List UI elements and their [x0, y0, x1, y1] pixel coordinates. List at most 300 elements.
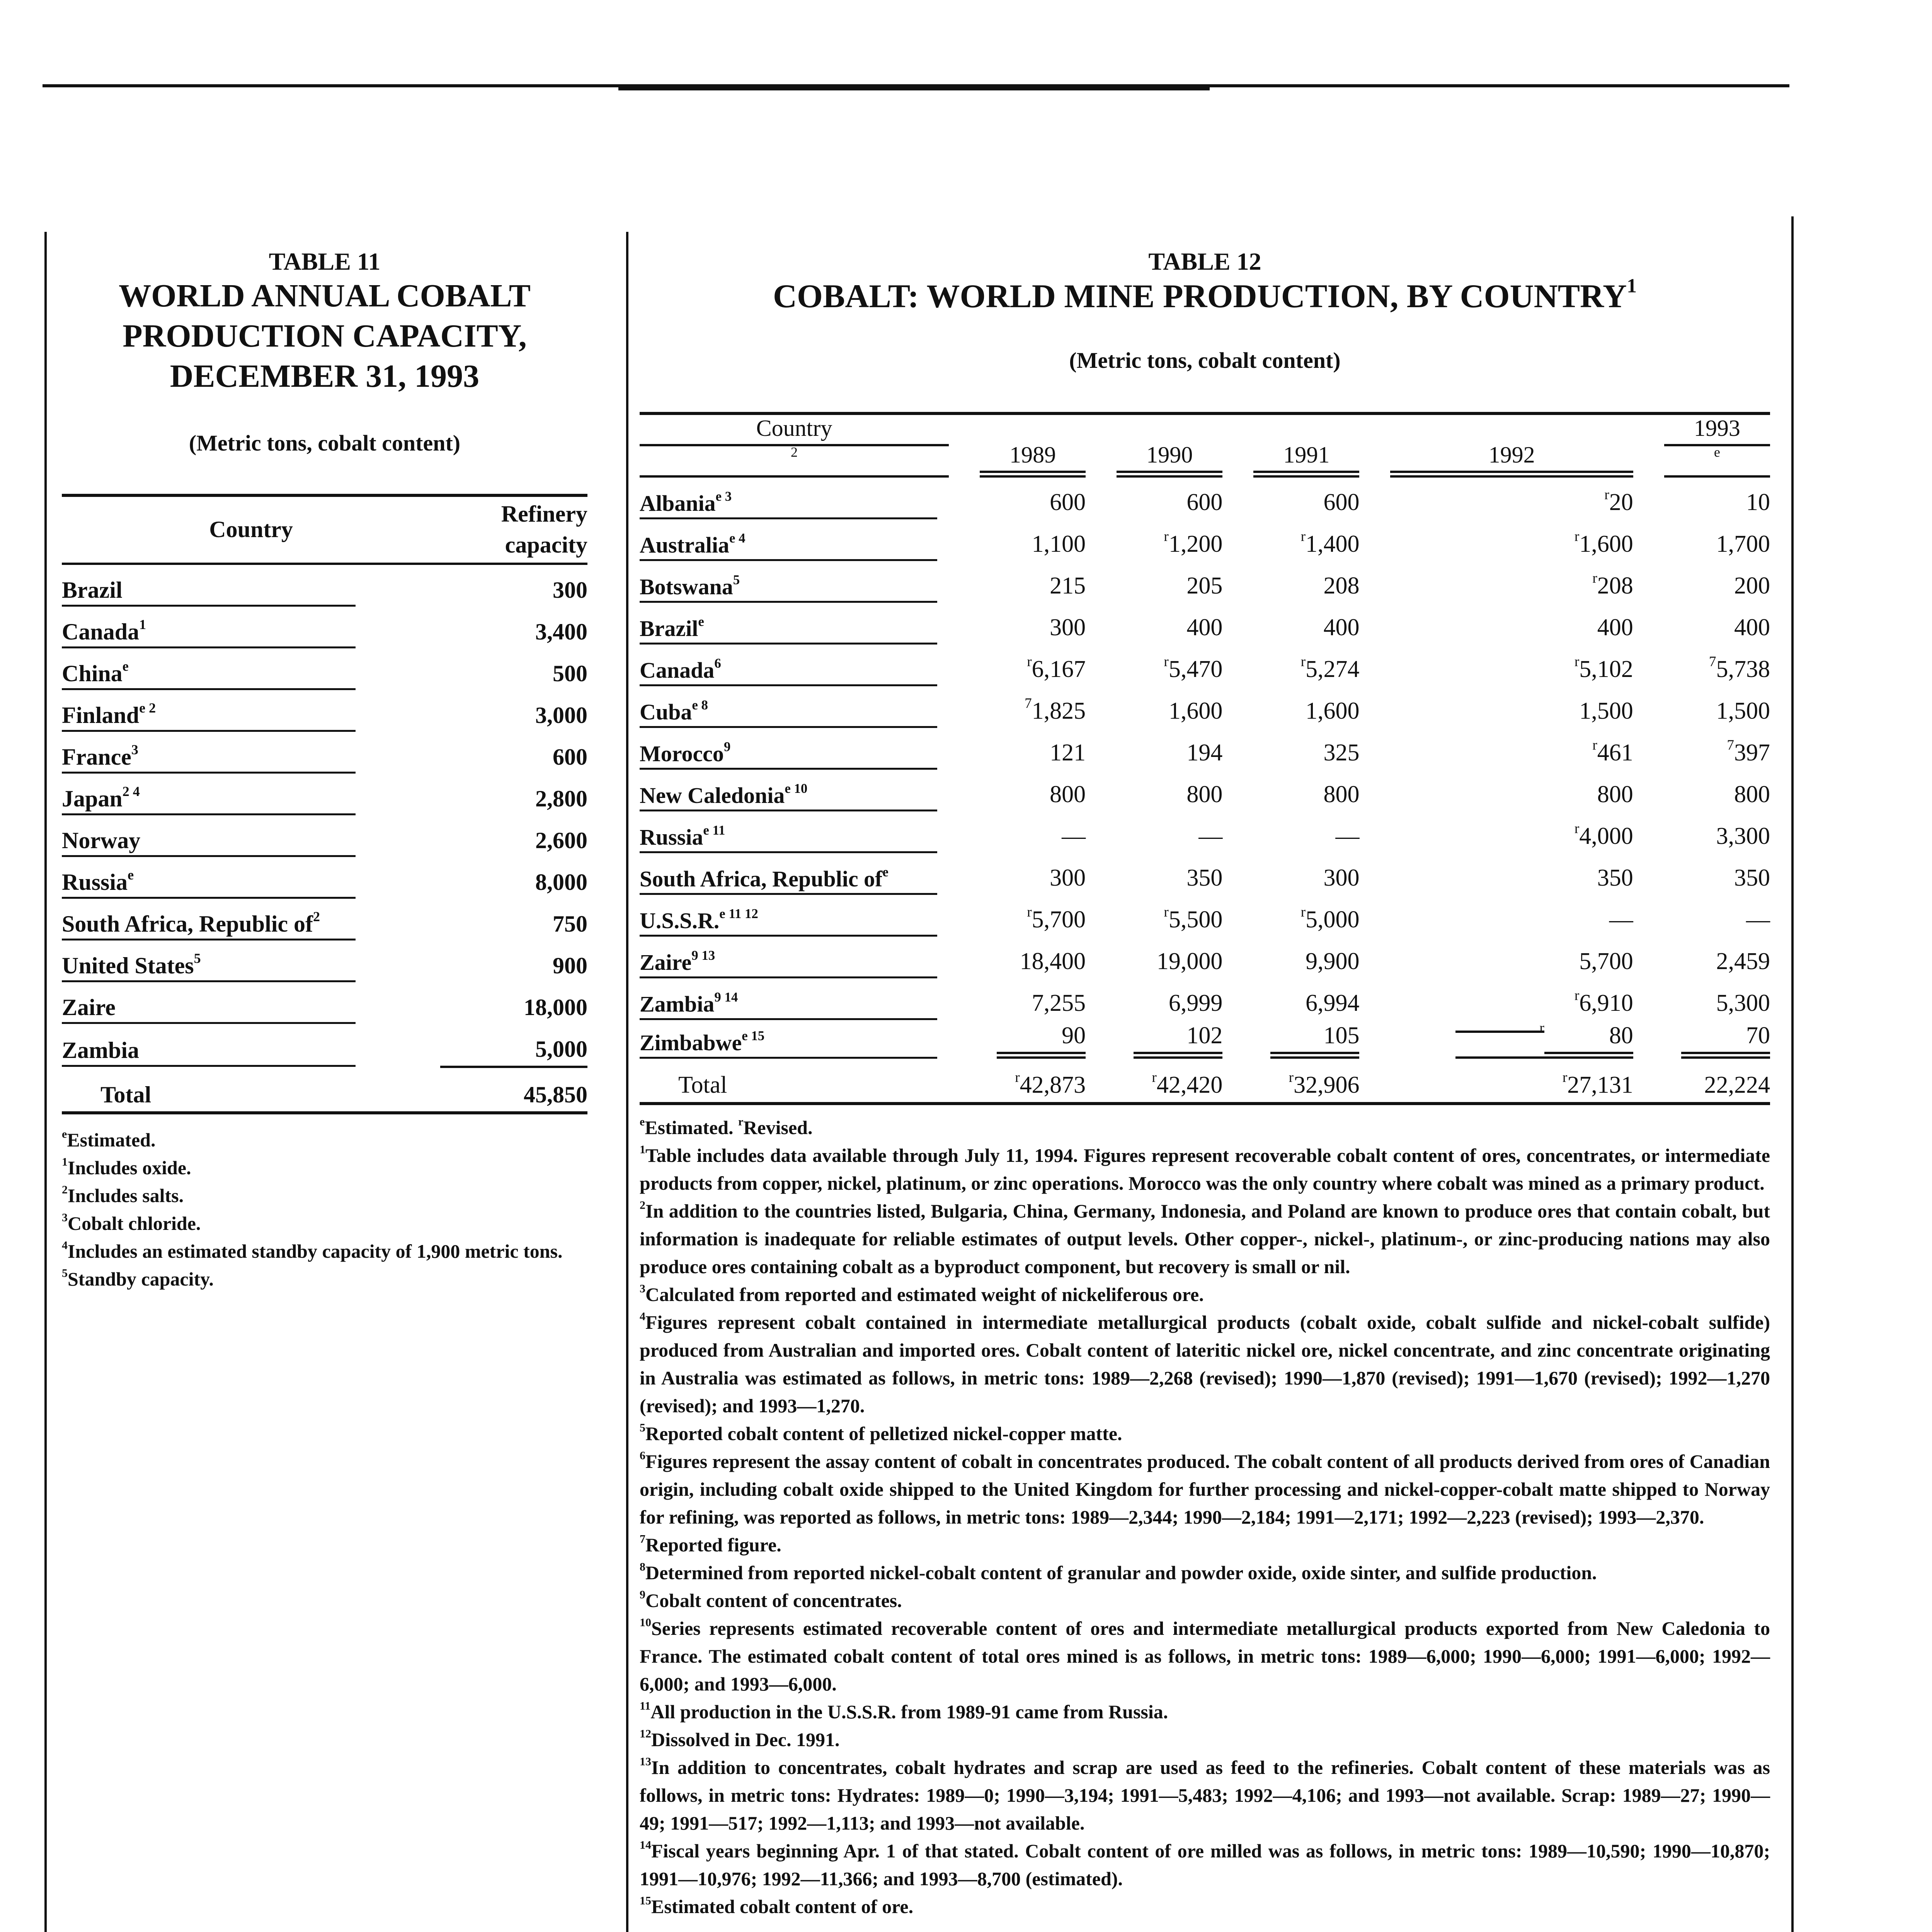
footnote-mark: 9: [723, 739, 731, 754]
value-text: 1,600: [1305, 698, 1360, 724]
value-cell: [1359, 519, 1633, 561]
value-cell: [1086, 937, 1222, 978]
value-text: 19,000: [1156, 948, 1223, 975]
footnote-mark: 3: [131, 742, 138, 757]
value-text: 5,700: [1579, 948, 1633, 975]
value-text: 80: [1544, 1022, 1633, 1054]
country-name: [62, 660, 129, 690]
footnote-mark: 5: [194, 951, 201, 966]
footnote: [62, 1154, 587, 1182]
value-cell: [1086, 978, 1222, 1020]
value-cell: [1222, 853, 1359, 895]
value-text: 300: [1323, 865, 1360, 891]
column-rule-right: [1791, 216, 1794, 1932]
value-text: —: [1609, 906, 1633, 933]
footnote: [62, 1265, 587, 1293]
footnote-mark: 5: [733, 572, 740, 587]
value-text: 194: [1186, 740, 1223, 766]
column-rule-middle: [626, 232, 628, 1932]
table-12-unit: (Metric tons, cobalt content): [1069, 348, 1341, 373]
footnote-text: Figures represent the assay content of cobalt in concentrates produced. The cobalt content of all products derived from ores of Canadian origin, including cobalt oxide shipped to the United Kingdom for further processing and nickel-copper-cobalt matte shipped to Norway for refining, was reported as follows, in metric tons: 1989—2,344; 1990—2,184; 1991—2,171; 1992—2,223 (revised); 1993—2,370.: [640, 1451, 1770, 1528]
country-name: [640, 699, 708, 728]
footnote-mark: 6: [640, 1449, 645, 1462]
table-row: [640, 686, 1770, 728]
value-text: 5,000: [1305, 906, 1360, 933]
footnote-text: Estimated.: [645, 1117, 738, 1138]
col-header-capacity: [440, 495, 587, 564]
col-header-country: Country: [209, 517, 293, 542]
capacity-cell: 500: [553, 661, 587, 686]
value-cell: [949, 770, 1086, 811]
capacity-cell: 2,800: [535, 786, 587, 811]
country-name: [640, 782, 807, 811]
value-text: 400: [1597, 614, 1633, 641]
total-label-cell: [640, 1059, 949, 1104]
value-cell: [1086, 728, 1222, 770]
capacity-cell: 5,000: [440, 1024, 587, 1067]
table-12-grid: [640, 412, 1770, 1105]
value-cell: [949, 561, 1086, 603]
footnote-mark: 2: [640, 1199, 645, 1212]
value-text: 1,200: [1168, 531, 1223, 557]
total-label-cell: [62, 1067, 440, 1113]
country-name: [62, 994, 116, 1024]
value-cell: [1359, 561, 1633, 603]
value-cell: [1359, 603, 1633, 645]
capacity-cell: 2,600: [535, 828, 587, 853]
value-cell: [1086, 519, 1222, 561]
footnote: [62, 1126, 587, 1154]
value-text: —: [1062, 823, 1086, 849]
value-cell: [949, 937, 1086, 978]
capacity-cell: 900: [553, 953, 587, 978]
value-cell: [1359, 728, 1633, 770]
country-name: [640, 991, 738, 1020]
country-name: [62, 786, 140, 815]
table-11-footnotes: [62, 1126, 587, 1293]
value-cell: [1222, 770, 1359, 811]
footnote-mark: 11: [640, 1699, 651, 1713]
value-cell: [949, 811, 1086, 853]
col-header-year-wrap: [1117, 442, 1222, 478]
table-row: [62, 857, 587, 899]
value-text: 7,255: [1032, 990, 1086, 1016]
col-header-year: [1222, 413, 1359, 478]
table-11-title: [62, 276, 587, 396]
value-cell: [1222, 728, 1359, 770]
value-cell: [1086, 478, 1222, 519]
country-name: [62, 744, 138, 774]
country-name: [640, 741, 730, 770]
footnote-mark: e: [882, 864, 889, 879]
col-header-year-text: 1989: [980, 442, 1086, 473]
country-label: South Africa, Republic of: [640, 866, 883, 891]
value-flag: r: [1574, 529, 1580, 545]
table-row: [640, 811, 1770, 853]
value-text: 18,400: [1020, 948, 1086, 975]
footnote-text: Cobalt chloride.: [68, 1213, 201, 1234]
footnote: [640, 1281, 1770, 1308]
footnote: [640, 1753, 1770, 1837]
value-flag: r: [1300, 904, 1306, 920]
col-header-year-text: 1991: [1253, 442, 1359, 473]
footnote-mark: 13: [640, 1755, 651, 1768]
value-flag: r: [1164, 654, 1169, 670]
footnote-text: Estimated.: [67, 1129, 156, 1151]
country-label: New Caledonia: [640, 783, 785, 808]
value-text: 32,906: [1293, 1072, 1360, 1098]
value-text: 800: [1734, 781, 1770, 808]
value-flag: r: [1027, 904, 1032, 920]
value-text: 9,900: [1305, 948, 1360, 975]
country-label: Russia: [640, 825, 703, 850]
footnote-text: Dissolved in Dec. 1991.: [651, 1729, 840, 1750]
value-text: 6,910: [1579, 990, 1633, 1016]
footnote-mark: 12: [640, 1727, 651, 1740]
value-cell: [949, 645, 1086, 686]
value-cell: [1086, 561, 1222, 603]
footnote-text: In addition to the countries listed, Bulgaria, China, Germany, Indonesia, and Poland are known to produce ores that contain cobalt, but information is inadequate for reliable estimates of output levels. Other copper-, nickel-, platinum-, or zinc-producing nations may also produce ores containing cobalt as a byproduct component, but recovery is small or nil.: [640, 1200, 1770, 1277]
value-cell: [1633, 686, 1770, 728]
footnote: [640, 1559, 1770, 1587]
col-header-year-wrap: [980, 442, 1086, 478]
value-text: 600: [1323, 489, 1360, 515]
footnote: [640, 1197, 1770, 1281]
footnote: [640, 1837, 1770, 1893]
country-label: Zambia: [640, 992, 715, 1017]
value-cell: [1633, 645, 1770, 686]
country-cell: [62, 690, 440, 732]
table-row: [640, 561, 1770, 603]
footnote-mark: 1: [640, 1143, 645, 1156]
country-label: Japan: [62, 786, 123, 811]
footnote-mark: 2: [313, 909, 320, 924]
country-name: [62, 1037, 139, 1067]
value-text: 5,300: [1716, 990, 1770, 1016]
footnote-mark: e: [128, 867, 134, 883]
top-rule-thick: [618, 87, 1210, 90]
table-row: [640, 937, 1770, 978]
table-row: [62, 607, 587, 648]
footnote-text: Table includes data available through July 11, 1994. Figures represent recoverable cobalt content of ores, concentrates, or intermediate products from copper, nickel, platinum, or zinc operations. Morocco was the only country where cobalt was mined as a primary product.: [640, 1145, 1770, 1194]
value-text: 90: [997, 1022, 1086, 1054]
country-cell: [640, 811, 949, 853]
value-cell: [949, 478, 1086, 519]
table-row: [640, 770, 1770, 811]
value-cell: [1086, 645, 1222, 686]
value-text: 1,700: [1716, 531, 1770, 557]
country-label: South Africa, Republic of: [62, 911, 313, 937]
value-text: —: [1746, 906, 1770, 933]
value-text: 1,600: [1168, 698, 1223, 724]
value-text: 5,500: [1168, 906, 1223, 933]
footnote-mark: 4: [62, 1239, 68, 1252]
footnote-text: Fiscal years beginning Apr. 1 of that stated. Cobalt content of ore milled was as follows, in metric tons: 1989—10,590; 1990—10,870; 1991—10,976; 1992—11,366; and 1993—8,700 (estimated).: [640, 1840, 1770, 1889]
country-label: Zimbabwe: [640, 1030, 742, 1055]
value-text: 42,420: [1156, 1072, 1223, 1098]
value-flag: r: [1455, 1028, 1544, 1033]
table-11-number: TABLE 11: [269, 248, 381, 275]
value-text: 1,400: [1305, 531, 1360, 557]
footnote-mark: r: [738, 1115, 744, 1128]
value-flag: r: [1164, 904, 1169, 920]
col-header-year-text: 1992: [1390, 442, 1633, 473]
value-text: 1,500: [1579, 698, 1633, 724]
footnote: [640, 1614, 1770, 1698]
table-11-title-line: DECEMBER 31, 1993: [170, 358, 480, 394]
value-cell: [1222, 519, 1359, 561]
country-cell: [62, 982, 440, 1024]
value-text: 1,100: [1032, 531, 1086, 557]
country-name: [62, 869, 134, 899]
footnote-mark: 5: [640, 1421, 645, 1434]
value-text: 208: [1323, 573, 1360, 599]
table-12: [640, 247, 1770, 1920]
value-text: —: [1335, 823, 1360, 849]
value-text: 27,131: [1567, 1072, 1633, 1098]
footnote: [640, 1726, 1770, 1753]
country-cell: [62, 774, 440, 815]
value-cell: [1222, 978, 1359, 1020]
table-11-grid: [62, 494, 587, 1114]
value-cell: [949, 895, 1086, 937]
col-header-year: [1359, 413, 1633, 478]
footnote-text: Determined from reported nickel-cobalt content of granular and powder oxide, oxide sinter, and sulfide production.: [645, 1562, 1597, 1583]
value-flag: r: [1604, 487, 1609, 503]
table-row: [62, 1024, 587, 1067]
footnote-mark: 1: [139, 617, 146, 632]
value-text: 800: [1050, 781, 1086, 808]
table-row: [62, 774, 587, 815]
value-text: 205: [1186, 573, 1223, 599]
country-label: Morocco: [640, 741, 724, 766]
country-cell: [640, 603, 949, 645]
footnote-text: Reported figure.: [645, 1534, 781, 1556]
value-cell: [1086, 853, 1222, 895]
value-flag: r: [1300, 529, 1306, 545]
footnote-mark: 4: [640, 1310, 645, 1323]
col-header-year-wrap: [1664, 415, 1770, 478]
value-text: 10: [1746, 489, 1770, 515]
value-cell: [1633, 811, 1770, 853]
table-row: [62, 899, 587, 940]
col-header-capacity-line: Refinery: [501, 501, 587, 527]
col-header-capacity-line: capacity: [505, 532, 587, 558]
country-name: [62, 577, 123, 607]
footnote-mark: 15: [640, 1894, 651, 1907]
value-cell: [1359, 811, 1633, 853]
value-flag: r: [1164, 529, 1169, 545]
value-text: 6,999: [1168, 990, 1223, 1016]
value-text: 3,300: [1716, 823, 1770, 849]
value-flag: r: [1592, 737, 1597, 753]
col-header-year-text: 1990: [1117, 442, 1222, 473]
value-flag: r: [1574, 654, 1580, 670]
value-cell: [1359, 645, 1633, 686]
value-text: 800: [1323, 781, 1360, 808]
country-label: United States: [62, 953, 194, 978]
total-label: Total: [678, 1072, 727, 1098]
value-cell: [1222, 937, 1359, 978]
footnote-text: Includes salts.: [68, 1185, 184, 1206]
footnote-mark: 2 4: [122, 784, 140, 799]
country-label: Australia: [640, 532, 729, 558]
value-cell: [949, 853, 1086, 895]
country-cell: [640, 770, 949, 811]
country-cell: [62, 857, 440, 899]
value-text: 6,994: [1305, 990, 1360, 1016]
table-row: [62, 732, 587, 774]
footnote: [640, 1587, 1770, 1614]
value-flag: r: [1562, 1070, 1568, 1086]
footnote-mark: 5: [62, 1267, 68, 1280]
country-cell: [640, 978, 949, 1020]
country-label: U.S.S.R.: [640, 908, 720, 933]
value-flag: r: [1015, 1070, 1020, 1086]
value-cell: [1222, 1059, 1359, 1104]
value-cell: [1359, 478, 1633, 519]
value-cell: [1359, 1059, 1633, 1104]
value-text: 600: [1186, 489, 1223, 515]
footnote: [640, 1531, 1770, 1559]
country-cell: [640, 937, 949, 978]
footnote-mark: 10: [640, 1616, 651, 1629]
capacity-cell: 3,000: [535, 702, 587, 728]
country-name: [640, 949, 715, 978]
value-wrap: [1455, 1022, 1633, 1059]
table-row: [640, 478, 1770, 519]
footnote-mark: 8: [640, 1560, 645, 1573]
value-text: 5,700: [1032, 906, 1086, 933]
value-cell: [1222, 478, 1359, 519]
country-cell: [62, 1024, 440, 1067]
col-header-year: [949, 413, 1086, 478]
value-cell: [949, 686, 1086, 728]
capacity-cell: 600: [553, 744, 587, 770]
country-name: [640, 866, 889, 895]
country-label: Albania: [640, 491, 716, 516]
footnote-mark: 2: [62, 1183, 68, 1196]
value-cell: [1633, 770, 1770, 811]
footnote: [640, 1893, 1770, 1920]
total-label: Total: [100, 1082, 151, 1107]
footnote-mark: e 3: [715, 488, 732, 504]
country-name: [640, 532, 746, 561]
value-text: 600: [1050, 489, 1086, 515]
value-text: 1,825: [1032, 698, 1086, 724]
country-cell: [640, 853, 949, 895]
value-cell: [1222, 645, 1359, 686]
value-cell: [1222, 811, 1359, 853]
table-row: [640, 519, 1770, 561]
value-text: 70: [1681, 1022, 1770, 1054]
footnote: [640, 1698, 1770, 1726]
value-text: 5,102: [1579, 656, 1633, 682]
value-cell: [949, 603, 1086, 645]
value-cell: [1086, 811, 1222, 853]
footnote-text: Cobalt content of concentrates.: [645, 1590, 902, 1611]
value-cell: [1222, 603, 1359, 645]
footnote-mark: e: [122, 658, 129, 674]
column-rule-left: [44, 232, 47, 1932]
footnote: [640, 1420, 1770, 1447]
footnote-mark: e 8: [692, 697, 708, 713]
country-label: Botswana: [640, 574, 733, 599]
country-cell: [640, 895, 949, 937]
table-row: [640, 603, 1770, 645]
table-12-footnotes: [640, 1114, 1770, 1920]
table-12-number: TABLE 12: [1148, 248, 1261, 275]
value-text: 1,600: [1579, 531, 1633, 557]
country-name: [640, 1030, 764, 1059]
country-cell: [62, 732, 440, 774]
value-text: 5,274: [1305, 656, 1360, 682]
country-name: [62, 702, 156, 732]
country-name: [640, 616, 704, 645]
country-label: Zambia: [62, 1037, 140, 1063]
country-cell: [640, 561, 949, 603]
footnote-mark: 3: [640, 1282, 645, 1295]
table-12-body: [640, 478, 1770, 1104]
value-cell: [1086, 770, 1222, 811]
col-header-year: [1086, 413, 1222, 478]
value-cell: [1633, 853, 1770, 895]
value-wrap: [1134, 1022, 1222, 1059]
country-label: Zaire: [62, 995, 116, 1020]
table-11: [62, 247, 587, 1293]
footnote-mark: 9 13: [691, 947, 715, 963]
table-row: [640, 645, 1770, 686]
footnote-text: Calculated from reported and estimated weight of nickeliferous ore.: [645, 1284, 1204, 1305]
col-header-year: [1633, 413, 1770, 478]
table-total-row: [640, 1059, 1770, 1104]
footnote-mark: e 15: [742, 1028, 765, 1043]
footnote-text: Figures represent cobalt contained in intermediate metallurgical products (cobalt oxide, cobalt sulfide and nickel-cobalt sulfide) produced from Australian and imported ores. Cobalt content of lateritic nickel ore, nickel concentrate, and zinc concentrate originating in Australia was estimated as follows, in metric tons: 1989—2,268 (revised); 1990—1,870 (revised); 1991—1,670 (revised); 1992—1,270 (revised); and 1993—1,270.: [640, 1311, 1770, 1417]
footnote-mark: 1: [62, 1155, 68, 1168]
value-flag: r: [1574, 821, 1580, 837]
value-cell: [1359, 978, 1633, 1020]
country-cell: [640, 728, 949, 770]
value-text: 22,224: [1704, 1072, 1770, 1098]
value-text: 4,000: [1579, 823, 1633, 849]
value-cell: [1359, 853, 1633, 895]
value-flag: r: [1289, 1070, 1294, 1086]
value-text: —: [1198, 823, 1223, 849]
value-cell: [1086, 1020, 1222, 1059]
table-row: [62, 940, 587, 982]
country-label: Norway: [62, 828, 141, 853]
value-text: 102: [1134, 1022, 1222, 1054]
footnote: [62, 1182, 587, 1209]
footnote: [640, 1114, 1770, 1141]
country-cell: [62, 815, 440, 857]
col-header-year-wrap: [1253, 442, 1359, 478]
footnote-mark: 7: [640, 1532, 645, 1546]
value-text: 215: [1050, 573, 1086, 599]
value-wrap: [1681, 1022, 1770, 1059]
col-header-year-text: 1993: [1664, 415, 1770, 446]
value-text: 800: [1186, 781, 1223, 808]
value-text: 400: [1186, 614, 1223, 641]
footnote-text: Includes oxide.: [68, 1157, 191, 1179]
footnote-mark: e: [1714, 444, 1720, 460]
table-12-title: [640, 276, 1770, 316]
value-text: 325: [1323, 740, 1360, 766]
value-cell: [1633, 895, 1770, 937]
value-text: 350: [1186, 865, 1223, 891]
footnote-text: Series represents estimated recoverable content of ores and intermediate metallurgical products exported from New Caledonia to France. The estimated cobalt content of total ores mined is as follows, in metric tons: 1989—6,000; 1990—6,000; 1991—6,000; 1992—6,000; and 1993—6,000.: [640, 1617, 1770, 1695]
footnote-mark: 9 14: [714, 989, 738, 1005]
